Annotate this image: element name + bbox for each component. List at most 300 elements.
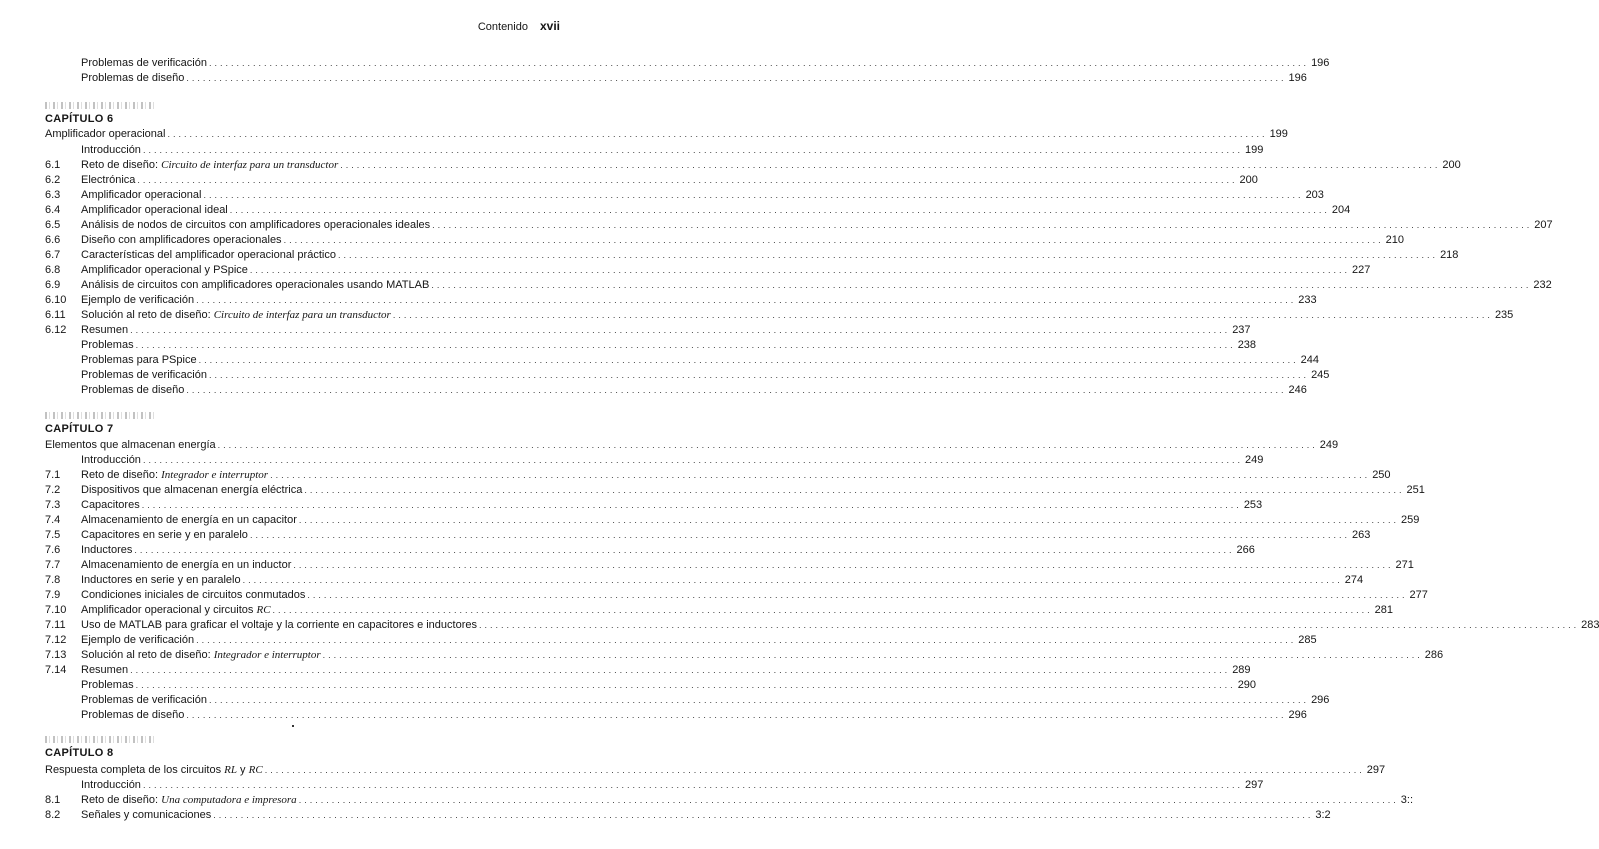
entry-title-text: Problemas de diseño (81, 709, 185, 721)
dot-leader: ........................................................................................................................................................................................................ (298, 515, 1399, 525)
entry-title-text: Almacenamiento de energía en un capacitor (81, 514, 297, 526)
entry-line (81, 188, 1324, 203)
entry-title (81, 588, 305, 603)
page-number: 283 (1581, 619, 1599, 631)
entry-title-text: Capacitores en serie y en paralelo (81, 529, 248, 541)
entry-title (81, 56, 207, 71)
entry-line (81, 528, 1371, 543)
chapter-ornament (45, 412, 155, 419)
page-number: 297 (1245, 779, 1264, 791)
dot-leader: ........................................................................................................................................................................................................ (229, 205, 1330, 215)
entry-line (81, 218, 1553, 233)
dot-leader: ........................................................................................................................................................................................................ (196, 295, 1297, 305)
toc-entry (0, 218, 1553, 233)
entry-title-text: Amplificador operacional y circuitos (81, 604, 257, 616)
page-number: 249 (1319, 439, 1339, 451)
toc-entry (0, 158, 1461, 173)
toc-entry (0, 338, 1257, 353)
entry-title-text: Problemas para PSpice (81, 354, 197, 366)
chapter-ornament (45, 736, 155, 743)
entry-line (81, 323, 1251, 338)
page-number: 244 (1300, 354, 1320, 366)
dot-leader: ........................................................................................................................................................................................................ (137, 175, 1238, 185)
entry-line (81, 338, 1257, 353)
toc-entry (0, 573, 1364, 588)
scan-speck (292, 725, 294, 727)
toc-entry (0, 663, 1251, 678)
section-number: 7.2 (45, 484, 61, 496)
dot-leader: ........................................................................................................................................................................................................ (196, 635, 1297, 645)
entry-line (81, 693, 1330, 708)
page-number: 266 (1236, 544, 1255, 556)
entry-title (81, 693, 207, 708)
page-number: 290 (1237, 679, 1257, 691)
toc-entry (0, 763, 1386, 778)
chapter-ornament (45, 102, 155, 109)
section-number: 6.3 (45, 189, 61, 201)
dot-leader: ........................................................................................................................................................................................................ (307, 590, 1408, 600)
toc-entry (0, 708, 1307, 723)
entry-title (81, 513, 297, 528)
section-number: 7.3 (45, 499, 61, 511)
entry-title (81, 368, 207, 383)
chapter-label: CAPÍTULO 7 (45, 423, 114, 435)
entry-title (81, 188, 201, 203)
page-number: 274 (1344, 574, 1364, 586)
entry-line (81, 588, 1428, 603)
page-number: 246 (1288, 384, 1307, 396)
dot-leader: ........................................................................................................................................................................................................ (198, 355, 1299, 365)
toc-entry (0, 588, 1428, 603)
dot-leader: ........................................................................................................................................................................................................ (283, 235, 1384, 245)
entry-title (81, 293, 194, 308)
dot-leader: ........................................................................................................................................................................................................ (298, 795, 1399, 805)
page-number: 199 (1269, 128, 1288, 140)
toc-entry (0, 143, 1264, 158)
page-number: 207 (1534, 219, 1553, 231)
entry-line (81, 663, 1251, 678)
entry-title-italic: Integrador e interruptor (161, 469, 269, 481)
page-header (478, 19, 560, 33)
entry-title (81, 633, 194, 648)
entry-line (81, 173, 1258, 188)
entry-title (81, 278, 429, 293)
entry-title (45, 127, 165, 142)
entry-title-text: Amplificador operacional (81, 189, 202, 201)
section-number: 6.5 (45, 219, 61, 231)
entry-line (81, 603, 1393, 618)
entry-title-text: Elementos que almacenan energía (45, 439, 216, 451)
dot-leader: ........................................................................................................................................................................................................ (208, 58, 1310, 68)
entry-line (81, 543, 1255, 558)
toc-entry (0, 498, 1263, 513)
entry-title (81, 218, 430, 233)
page-number: 200 (1442, 159, 1461, 171)
entry-title (81, 793, 297, 808)
page-number: 210 (1385, 234, 1405, 246)
entry-line (81, 483, 1425, 498)
entry-title (81, 323, 128, 338)
section-number: 6.2 (45, 174, 61, 186)
entry-line (81, 498, 1263, 513)
page-number: 233 (1298, 294, 1317, 306)
entry-line (81, 353, 1320, 368)
section-number: 6.12 (45, 324, 67, 336)
section-number: 7.5 (45, 529, 61, 541)
dot-leader: ........................................................................................................................................................................................................ (142, 455, 1244, 465)
page-number: 259 (1400, 514, 1420, 526)
toc-entry (0, 188, 1324, 203)
entry-title-italic: Circuito de interfaz para un transductor (161, 159, 339, 171)
dot-leader: ........................................................................................................................................................................................................ (130, 665, 1231, 675)
entry-line (81, 158, 1461, 173)
entry-title (81, 173, 135, 188)
page-number: 251 (1406, 484, 1425, 496)
dot-leader: ........................................................................................................................................................................................................ (186, 73, 1287, 83)
entry-title-text: Problemas de diseño (81, 72, 185, 84)
entry-title (81, 498, 140, 513)
section-number: 8.1 (45, 794, 61, 806)
entry-title (81, 543, 132, 558)
toc-entry (0, 678, 1257, 693)
page-number: 237 (1232, 324, 1251, 336)
page-number: 203 (1305, 189, 1324, 201)
section-number: 6.6 (45, 234, 61, 246)
page-number: 196 (1288, 72, 1307, 84)
entry-line (81, 203, 1351, 218)
entry-line (81, 513, 1420, 528)
entry-title-text: Solución al reto de diseño: (81, 309, 214, 321)
entry-title-text: Reto de diseño: (81, 159, 162, 171)
toc-entry (0, 278, 1552, 293)
entry-title-text: Amplificador operacional (45, 128, 166, 140)
page-number: 297 (1366, 764, 1386, 776)
section-number: 7.8 (45, 574, 61, 586)
dot-leader: ........................................................................................................................................................................................................ (249, 265, 1351, 275)
entry-line (81, 143, 1264, 158)
section-number: 7.9 (45, 589, 61, 601)
entry-line (81, 248, 1459, 263)
chapter-label: CAPÍTULO 6 (45, 113, 114, 125)
dot-leader: ........................................................................................................................................................................................................ (208, 695, 1310, 705)
page-number: 196 (1311, 57, 1330, 69)
entry-line (81, 263, 1371, 278)
toc-entry (0, 618, 1599, 633)
dot-leader: ........................................................................................................................................................................................................ (304, 485, 1405, 495)
toc-entry (0, 263, 1371, 278)
entry-title-text: Capacitores (81, 499, 140, 511)
section-number: 7.12 (45, 634, 67, 646)
entry-title-text: Análisis de circuitos con amplificadores operacionales usando MATLAB (81, 279, 430, 291)
page-number: 263 (1352, 529, 1371, 541)
toc-entry (0, 453, 1264, 468)
page-number: 285 (1298, 634, 1317, 646)
toc-entry (0, 308, 1514, 323)
dot-leader: ........................................................................................................................................................................................................ (142, 145, 1244, 155)
page-number: 199 (1245, 144, 1264, 156)
page-number: 200 (1239, 174, 1258, 186)
entry-line (81, 648, 1444, 663)
section-number: 7.13 (45, 649, 67, 661)
entry-title-text: Problemas de verificación (81, 694, 207, 706)
dot-leader: ........................................................................................................................................................................................................ (242, 575, 1343, 585)
dot-leader: ........................................................................................................................................................................................................ (186, 385, 1287, 395)
section-number: 7.14 (45, 664, 67, 676)
dot-leader: ........................................................................................................................................................................................................ (134, 545, 1235, 555)
section-number: 7.4 (45, 514, 61, 526)
entry-title (45, 763, 263, 778)
page-number: 232 (1533, 279, 1552, 291)
entry-title (81, 468, 268, 483)
entry-title-text: Condiciones iniciales de circuitos conmutados (81, 589, 306, 601)
page-number: 238 (1237, 339, 1257, 351)
entry-line (81, 468, 1391, 483)
toc-entry (0, 438, 1339, 453)
entry-title-text: Análisis de nodos de circuitos con amplificadores operacionales ideales (81, 219, 431, 231)
toc-entry (0, 648, 1444, 663)
page-number: 271 (1395, 559, 1414, 571)
toc-entry (0, 173, 1258, 188)
toc-entry (0, 233, 1405, 248)
page-number: 218 (1440, 249, 1459, 261)
header-label: Contenido (477, 21, 528, 33)
section-number: 6.11 (45, 309, 66, 321)
entry-line (81, 56, 1330, 71)
section-number: 6.7 (45, 249, 61, 261)
entry-title-text: Problemas de verificación (81, 369, 207, 381)
entry-title (81, 808, 211, 823)
toc-entry (0, 558, 1414, 573)
toc-entry (0, 353, 1320, 368)
entry-title (81, 71, 184, 86)
entry-line (81, 233, 1405, 248)
entry-title (81, 573, 241, 588)
entry-title-text: Introducción (81, 144, 141, 156)
entry-title-text: Introducción (81, 779, 141, 791)
entry-title-text: Diseño con amplificadores operacionales (81, 234, 282, 246)
toc-entry (0, 603, 1393, 618)
entry-title (81, 528, 248, 543)
dot-leader: ........................................................................................................................................................................................................ (217, 440, 1318, 450)
toc-entry (0, 528, 1371, 543)
page-number: 286 (1424, 649, 1444, 661)
entry-title (81, 203, 228, 218)
entry-title (81, 453, 141, 468)
entry-title-text: Ejemplo de verificación (81, 294, 195, 306)
entry-title (81, 603, 271, 618)
dot-leader: ........................................................................................................................................................................................................ (186, 710, 1287, 720)
entry-title-italic: Una computadora e impresora (161, 794, 297, 806)
entry-title (81, 263, 248, 278)
dot-leader: ........................................................................................................................................................................................................ (141, 500, 1242, 510)
entry-title-text: Respuesta completa de los circuitos (45, 764, 225, 776)
entry-title (81, 338, 134, 353)
entry-title-text: Almacenamiento de energía en un inductor (81, 559, 292, 571)
dot-leader: ........................................................................................................................................................................................................ (213, 810, 1314, 820)
entry-title (81, 383, 184, 398)
entry-title (81, 708, 184, 723)
section-number: 6.8 (45, 264, 61, 276)
toc-entry (0, 127, 1288, 142)
entry-title-text: Resumen (81, 324, 129, 336)
entry-title-text: Problemas de verificación (81, 57, 207, 69)
section-number: 6.1 (45, 159, 61, 171)
entry-title (81, 143, 141, 158)
page-number: 253 (1243, 499, 1263, 511)
dot-leader: ........................................................................................................................................................................................................ (249, 530, 1351, 540)
entry-title-text: Reto de diseño: (81, 794, 162, 806)
toc-entry (0, 56, 1330, 71)
entry-line (81, 708, 1307, 723)
page-number: 204 (1331, 204, 1351, 216)
entry-line (45, 127, 1288, 142)
entry-line (81, 558, 1414, 573)
entry-title-text: Problemas (81, 679, 134, 691)
dot-leader: ........................................................................................................................................................................................................ (167, 129, 1268, 139)
toc-entry (0, 468, 1391, 483)
entry-line (81, 573, 1364, 588)
entry-title-text: Reto de diseño: (81, 469, 162, 481)
section-number: 7.10 (45, 604, 67, 616)
entry-line (81, 71, 1307, 86)
page-number: 3:: (1400, 794, 1414, 806)
entry-line (81, 778, 1264, 793)
entry-title-text: Señales y comunicaciones (81, 809, 212, 821)
toc-entry (0, 248, 1459, 263)
entry-title-text: Uso de MATLAB para graficar el voltaje y la corriente en capacitores e inductores (81, 619, 477, 631)
toc-entry (0, 778, 1264, 793)
entry-title-text: Inductores en serie y en paralelo (81, 574, 241, 586)
page-number: 249 (1245, 454, 1264, 466)
entry-title-text: Problemas de diseño (81, 384, 185, 396)
entry-title (81, 248, 336, 263)
entry-line (81, 383, 1307, 398)
section-number: 6.10 (45, 294, 67, 306)
page-number: 289 (1232, 664, 1251, 676)
entry-title (81, 308, 391, 323)
section-number: 7.6 (45, 544, 61, 556)
entry-title (81, 158, 338, 173)
entry-title-text: Amplificador operacional ideal (81, 204, 228, 216)
entry-line (81, 633, 1317, 648)
entry-title-text: Ejemplo de verificación (81, 634, 195, 646)
entry-title-text: Solución al reto de diseño: (81, 649, 214, 661)
entry-line (81, 453, 1264, 468)
section-number: 7.1 (45, 469, 61, 481)
entry-title-text: Amplificador operacional y PSpice (81, 264, 248, 276)
entry-title-text: Problemas (81, 339, 134, 351)
entry-title-text: Introducción (81, 454, 141, 466)
entry-title-text: y (237, 764, 249, 776)
dot-leader: ........................................................................................................................................................................................................ (337, 250, 1439, 260)
dot-leader: ........................................................................................................................................................................................................ (135, 680, 1236, 690)
entry-title-text: Resumen (81, 664, 129, 676)
section-number: 7.11 (45, 619, 66, 631)
dot-leader: ........................................................................................................................................................................................................ (432, 220, 1533, 230)
chapter-label: CAPÍTULO 8 (45, 747, 114, 759)
page-number: 227 (1352, 264, 1371, 276)
entry-line (81, 618, 1599, 633)
dot-leader: ........................................................................................................................................................................................................ (142, 780, 1244, 790)
dot-leader: ........................................................................................................................................................................................................ (272, 605, 1373, 615)
entry-title-italic: RL (224, 764, 237, 776)
toc-entry (0, 368, 1330, 383)
toc-entry (0, 808, 1331, 823)
dot-leader: ........................................................................................................................................................................................................ (322, 650, 1423, 660)
entry-title-italic: RC (248, 764, 263, 776)
entry-line (45, 763, 1386, 778)
toc-entry (0, 323, 1251, 338)
entry-title (45, 438, 216, 453)
header-page-number: xvii (539, 19, 560, 33)
dot-leader: ........................................................................................................................................................................................................ (340, 160, 1441, 170)
toc-entry (0, 383, 1307, 398)
entry-line (81, 793, 1414, 808)
toc-entry (0, 543, 1255, 558)
entry-title (81, 618, 477, 633)
entry-title (81, 558, 291, 573)
dot-leader: ........................................................................................................................................................................................................ (264, 765, 1365, 775)
page-number: 245 (1311, 369, 1330, 381)
entry-title (81, 233, 282, 248)
entry-title-text: Características del amplificador operacional práctico (81, 249, 336, 261)
entry-line (81, 808, 1331, 823)
toc-entry (0, 693, 1330, 708)
entry-title-italic: Circuito de interfaz para un transductor (213, 309, 391, 321)
section-number: 6.4 (45, 204, 61, 216)
page-number: 296 (1288, 709, 1307, 721)
entry-line (81, 293, 1317, 308)
dot-leader: ........................................................................................................................................................................................................ (208, 370, 1310, 380)
dot-leader: ........................................................................................................................................................................................................ (479, 620, 1580, 630)
entry-title (81, 678, 134, 693)
toc-entry (0, 203, 1351, 218)
entry-line (81, 678, 1257, 693)
dot-leader: ........................................................................................................................................................................................................ (270, 470, 1371, 480)
page-number: 3:2 (1315, 809, 1331, 821)
entry-line (45, 438, 1339, 453)
entry-title (81, 778, 141, 793)
section-number: 7.7 (45, 559, 61, 571)
page-number: 296 (1311, 694, 1330, 706)
entry-title (81, 663, 128, 678)
dot-leader: ........................................................................................................................................................................................................ (203, 190, 1304, 200)
page-number: 250 (1372, 469, 1391, 481)
toc-entry (0, 71, 1307, 86)
section-number: 6.9 (45, 279, 61, 291)
entry-line (81, 368, 1330, 383)
dot-leader: ........................................................................................................................................................................................................ (293, 560, 1394, 570)
entry-title-italic: RC (256, 604, 271, 616)
page-number: 281 (1374, 604, 1393, 616)
toc-entry (0, 633, 1317, 648)
dot-leader: ........................................................................................................................................................................................................ (431, 280, 1532, 290)
entry-title-text: Dispositivos que almacenan energía eléctrica (81, 484, 303, 496)
entry-title-text: Inductores (81, 544, 133, 556)
toc-entry (0, 293, 1317, 308)
entry-line (81, 308, 1514, 323)
entry-title (81, 648, 321, 663)
page-number: 235 (1494, 309, 1514, 321)
toc-entry (0, 793, 1414, 808)
entry-title (81, 353, 197, 368)
entry-title-text: Electrónica (81, 174, 136, 186)
entry-line (81, 278, 1552, 293)
toc-entry (0, 483, 1425, 498)
section-number: 8.2 (45, 809, 61, 821)
dot-leader: ........................................................................................................................................................................................................ (135, 340, 1236, 350)
dot-leader: ........................................................................................................................................................................................................ (130, 325, 1231, 335)
